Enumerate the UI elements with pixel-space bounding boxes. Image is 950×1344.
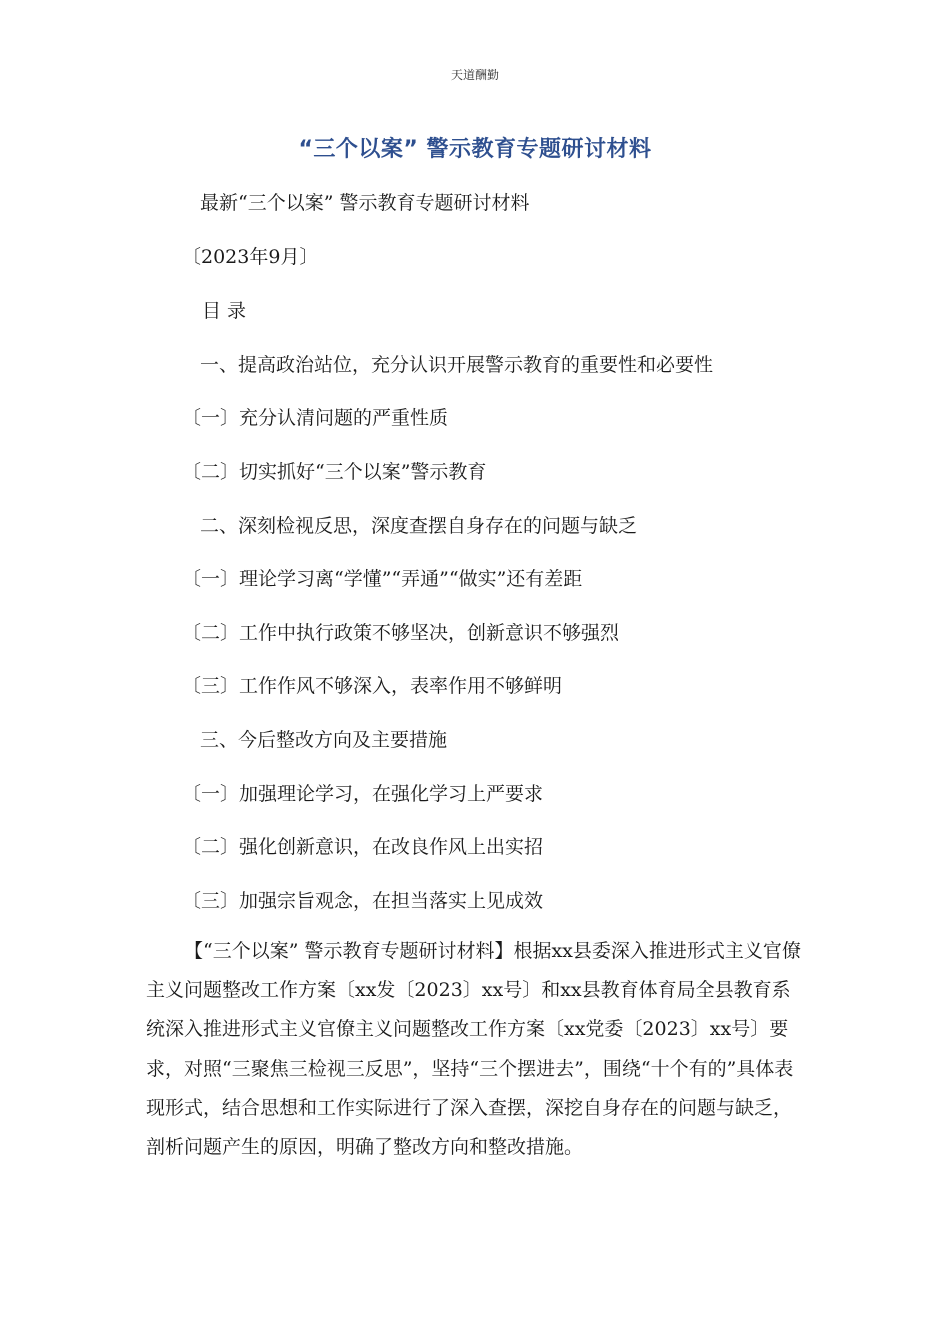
body-paragraph-lead: 【“三个以案” 警示教育专题研讨材料】 [184,940,514,962]
document-subtitle: 最新“三个以案” 警示教育专题研讨材料 [200,192,530,214]
toc-item: 一、提高政治站位，充分认识开展警示教育的重要性和必要性 [200,354,714,376]
toc-item: 二、深刻检视反思，深度查摆自身存在的问题与缺乏 [200,515,638,537]
toc-item: 三、今后整改方向及主要措施 [200,729,448,751]
document-title: “三个以案” 警示教育专题研讨材料 [298,137,652,162]
toc-item: 〔一〕理论学习离“学懂”“弄通”“做实”还有差距 [182,568,583,590]
toc-item: 〔三〕加强宗旨观念，在担当落实上见成效 [182,890,544,912]
toc-item: 〔三〕工作作风不够深入，表率作用不够鲜明 [182,675,563,697]
toc-item: 〔二〕强化创新意识，在改良作风上出实招 [182,836,544,858]
toc-item: 〔一〕加强理论学习，在强化学习上严要求 [182,783,544,805]
header-watermark: 天道酬勤 [450,68,499,82]
document-date: 〔2023年9月〕 [182,246,319,268]
toc-item: 〔一〕充分认清问题的严重性质 [182,407,449,429]
body-paragraph [146,932,806,1167]
toc-heading: 目 录 [202,300,247,322]
toc-item: 〔二〕工作中执行政策不够坚决，创新意识不够强烈 [182,622,620,644]
body-paragraph-text: 根据xx县委深入推进形式主义官僚主义问题整改工作方案〔xx发〔2023〕xx号〕和xx县教育体育局全县教育系统深入推进形式主义官僚主义问题整改工作方案〔xx党委〔2023〕xx号〕要求，对照“三聚焦三检视三反思”，坚持“三个摆进去”，围绕“十个有的”具体表现形式，结合思想和工作实际进行了深入查摆，深挖自身存在的问题与缺乏，剖析问题产生的原因，明确了整改方向和整改措施。 [146,940,801,1159]
toc-item: 〔二〕切实抓好“三个以案”警示教育 [182,461,487,483]
